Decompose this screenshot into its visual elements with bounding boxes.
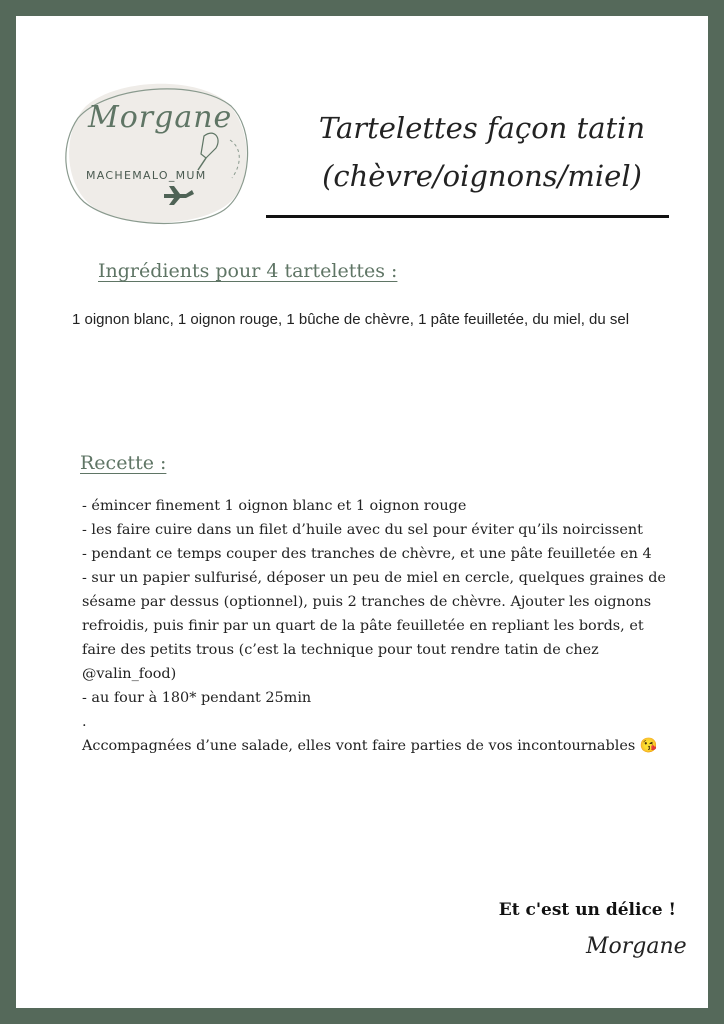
recipe-step: - au four à 180* pendant 25min — [82, 690, 312, 706]
recipe-note: Accompagnées d’une salade, elles vont faire parties de vos incontournables 😘 — [82, 738, 658, 754]
title-underline — [266, 215, 669, 218]
recipe-step: . — [82, 714, 87, 730]
recipe-card — [16, 16, 708, 1008]
closing-line: Et c'est un délice ! — [498, 900, 676, 920]
recipe-title-line-2: (chèvre/oignons/miel) — [322, 159, 642, 193]
ingredients-text: 1 oignon blanc, 1 oignon rouge, 1 bûche de chèvre, 1 pâte feuilletée, du miel, du sel — [72, 311, 630, 328]
recipe-steps — [82, 494, 672, 758]
logo-script-name: Morgane — [88, 100, 233, 135]
recipe-step: - pendant ce temps couper des tranches de chèvre, et une pâte feuilletée en 4 — [82, 546, 652, 562]
brand-logo — [56, 78, 256, 228]
recipe-step: - émincer finement 1 oignon blanc et 1 oignon rouge — [82, 498, 467, 514]
signature: Morgane — [586, 934, 687, 959]
recipe-heading: Recette : — [80, 452, 167, 474]
logo-handle: MACHEMALO_MUM — [86, 169, 207, 182]
ingredients-heading: Ingrédients pour 4 tartelettes : — [98, 260, 398, 282]
recipe-title-line-1: Tartelettes façon tatin — [318, 111, 646, 145]
recipe-step: - sur un papier sulfurisé, déposer un peu de miel en cercle, quelques graines de sésame par dessus (optionnel), puis 2 tranches de chèvre. Ajouter les oignons refroidis, puis finir par un quart de la pâte feuilletée en repliant les bords, et faire des petits trous (c’est la technique pour tout rendre tatin de chez @valin_food) — [82, 570, 666, 682]
recipe-title — [302, 104, 662, 200]
recipe-step: - les faire cuire dans un filet d’huile avec du sel pour éviter qu’ils noircissent — [82, 522, 643, 538]
